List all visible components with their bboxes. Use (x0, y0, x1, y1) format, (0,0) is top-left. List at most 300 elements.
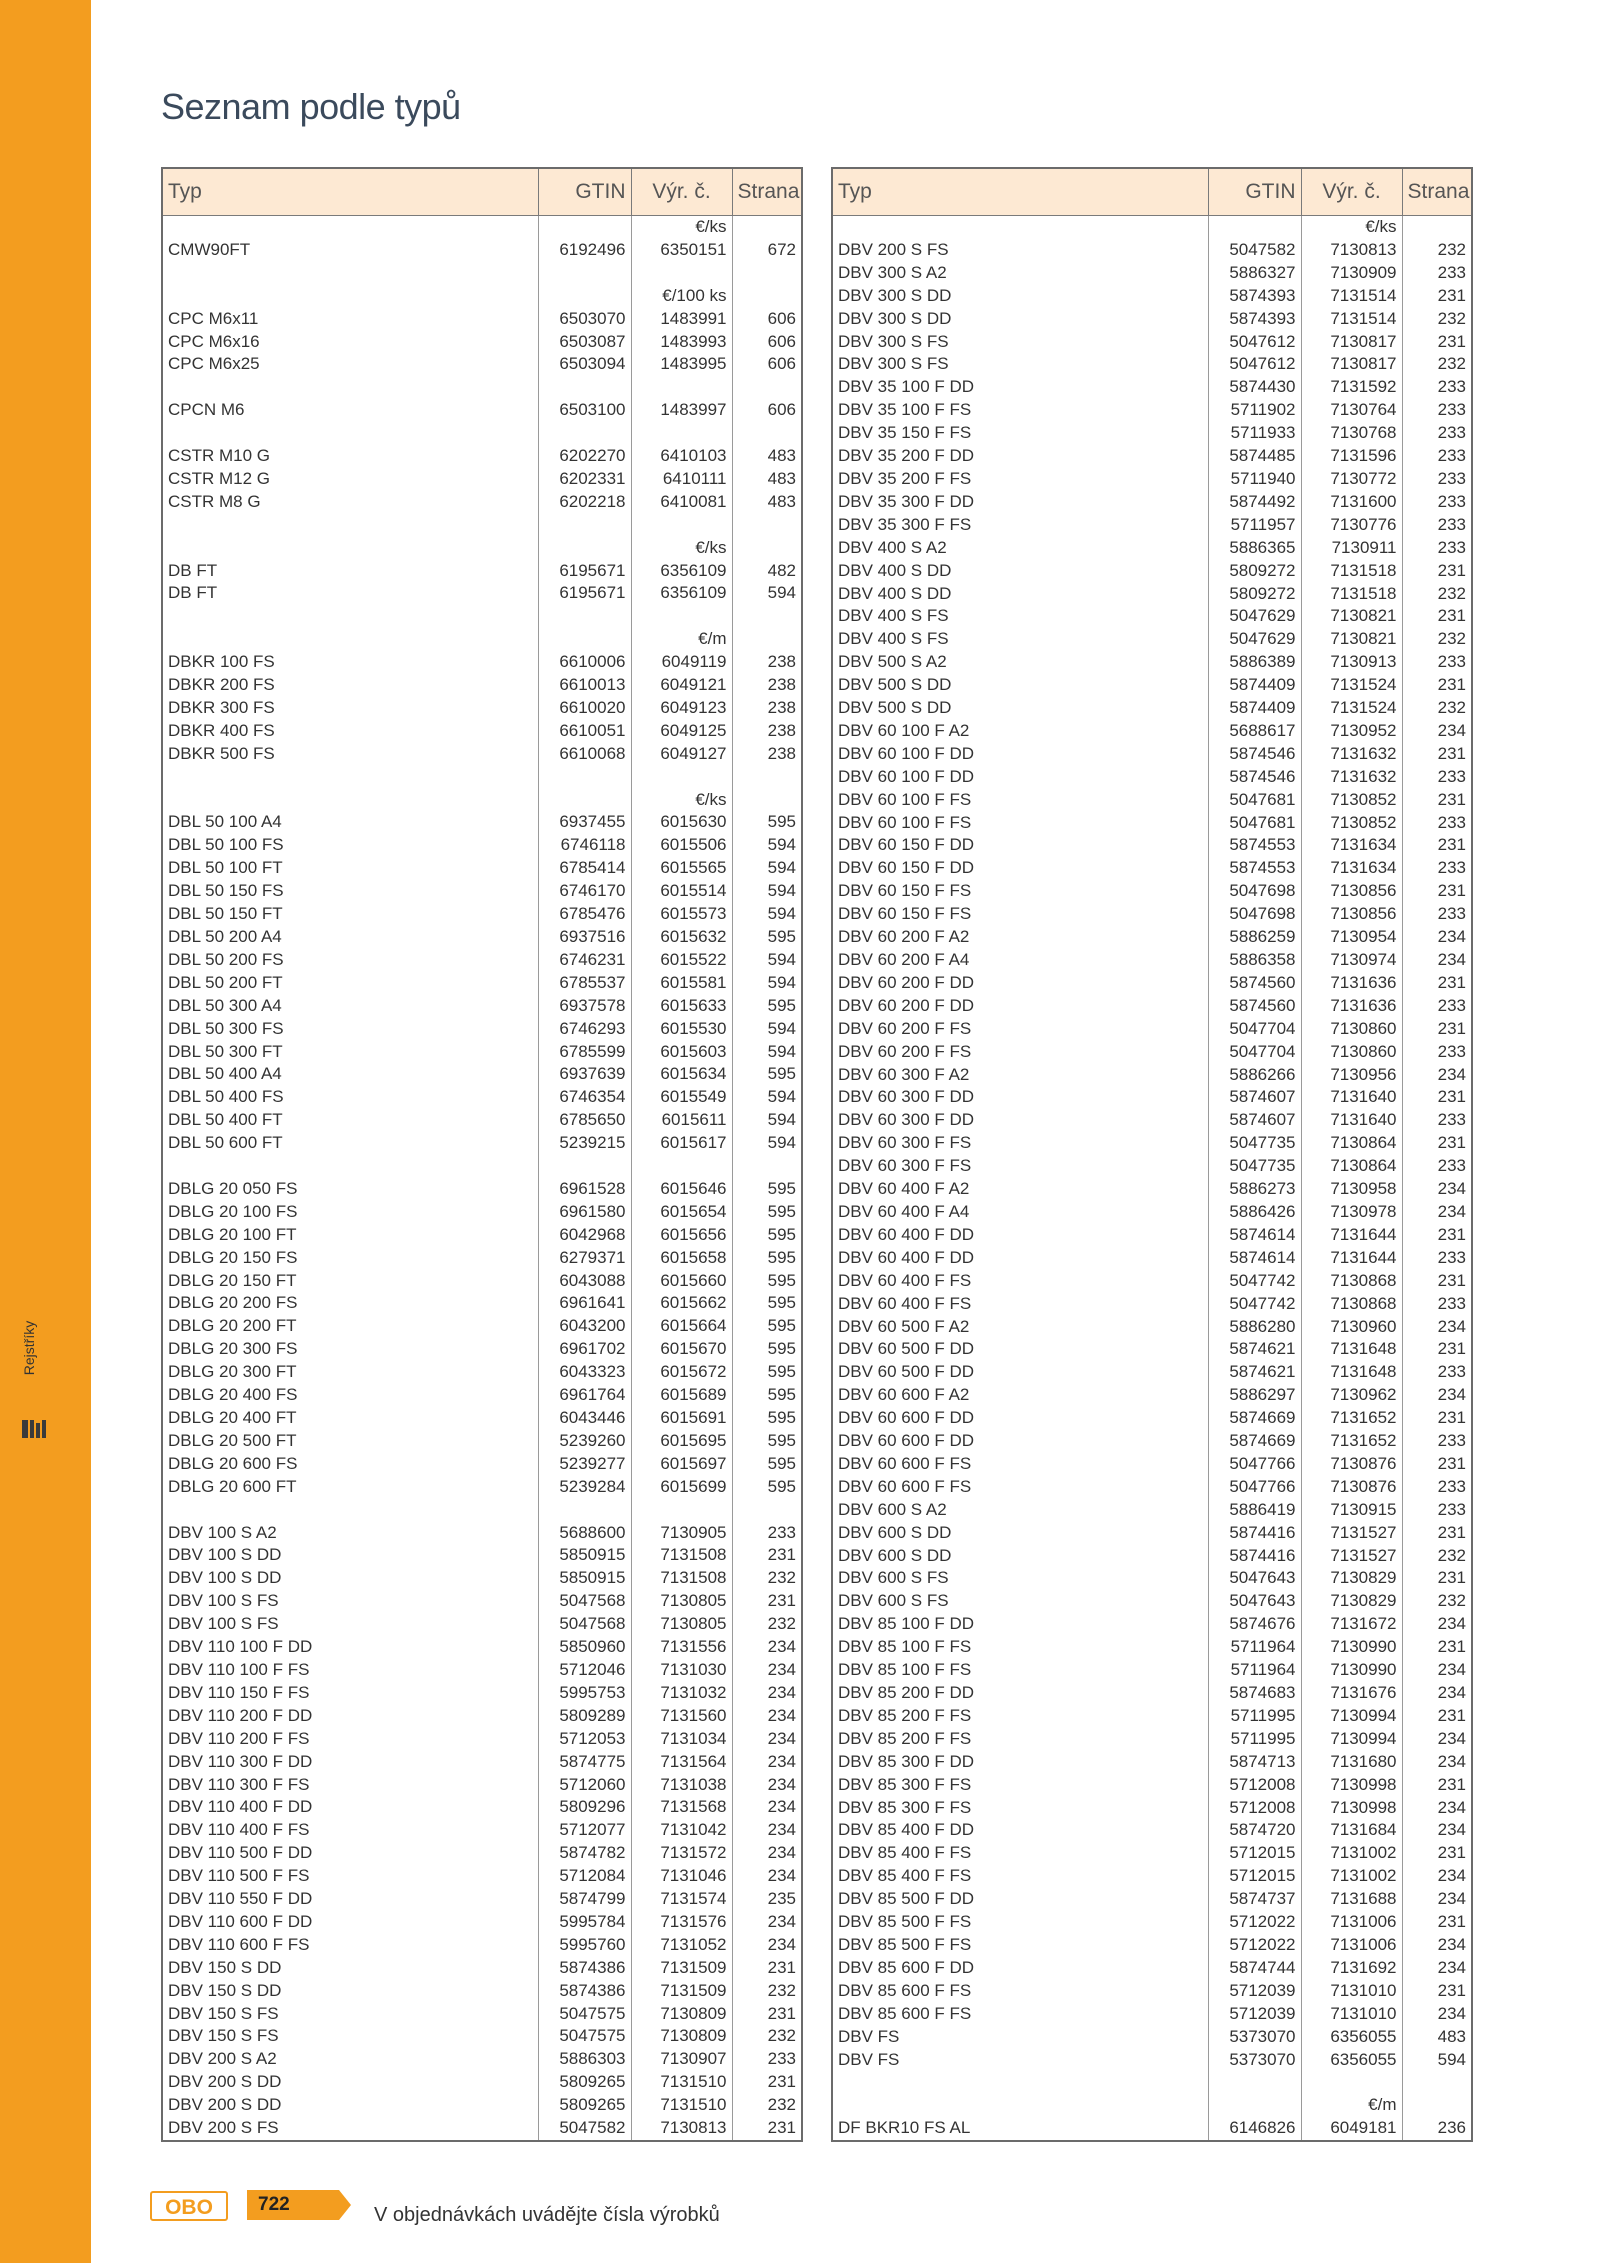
cell-strana: 231 (1402, 285, 1472, 308)
cell-typ: DBV 200 S FS (838, 239, 949, 259)
cell-vyr: 7131648 (1301, 1361, 1402, 1384)
table-row (832, 1567, 1472, 1590)
cell-gtin: 5239260 (538, 1430, 631, 1453)
cell-strana: 594 (732, 1018, 802, 1041)
cell-gtin: 5874669 (1208, 1430, 1301, 1453)
cell-vyr: 7130852 (1301, 789, 1402, 812)
cell-gtin: 5047698 (1208, 880, 1301, 903)
table-row (832, 628, 1472, 651)
table-row (832, 720, 1472, 743)
table-row (832, 605, 1472, 628)
table-row (162, 1247, 802, 1270)
cell-gtin: 5874720 (1208, 1819, 1301, 1842)
cell-gtin (538, 1499, 631, 1522)
cell-strana: 233 (732, 1522, 802, 1545)
table-row (162, 353, 802, 376)
cell-gtin: 5874676 (1208, 1613, 1301, 1636)
cell-vyr (631, 514, 732, 537)
cell-gtin: 5809272 (1208, 560, 1301, 583)
cell-gtin: 5047766 (1208, 1453, 1301, 1476)
cell-strana: 238 (732, 743, 802, 766)
cell-typ (162, 376, 538, 399)
cell-gtin: 5874386 (538, 1957, 631, 1980)
cell-strana: 234 (1402, 1888, 1472, 1911)
table-row (832, 1842, 1472, 1865)
cell-gtin: 5688600 (538, 1522, 631, 1545)
cell-vyr: 7130868 (1301, 1293, 1402, 1316)
unit-row (162, 216, 802, 239)
cell-typ: DBV 35 300 F FS (838, 514, 972, 534)
cell-vyr: 7130998 (1301, 1797, 1402, 1820)
cell-strana: 233 (1402, 422, 1472, 445)
cell-vyr: 7131632 (1301, 743, 1402, 766)
cell-strana: 234 (1402, 720, 1472, 743)
cell-strana: 231 (1402, 880, 1472, 903)
cell-strana: 233 (1402, 1155, 1472, 1178)
cell-strana: 231 (732, 2003, 802, 2026)
unit-label: €/ks (631, 216, 732, 239)
cell-typ: DBV 60 400 F FS (838, 1270, 972, 1290)
cell-strana (732, 285, 802, 308)
cell-strana: 234 (732, 1636, 802, 1659)
cell-gtin: 5874614 (1208, 1224, 1301, 1247)
cell-typ: DBV 85 600 F FS (838, 1980, 972, 2000)
column-header-strana: Strana (1402, 168, 1472, 216)
cell-vyr (631, 422, 732, 445)
cell-gtin: 5373070 (1208, 2026, 1301, 2049)
table-row (832, 1682, 1472, 1705)
cell-vyr: 7131684 (1301, 1819, 1402, 1842)
cell-typ: DBL 50 300 FT (168, 1041, 283, 1061)
cell-strana: 231 (1402, 1338, 1472, 1361)
cell-typ: DBV 85 400 F FS (838, 1843, 972, 1863)
cell-gtin: 5047704 (1208, 1018, 1301, 1041)
footer-note: V objednávkách uvádějte čísla výrobků (374, 2204, 720, 2226)
cell-gtin: 5239284 (538, 1476, 631, 1499)
cell-strana: 231 (1402, 743, 1472, 766)
cell-typ: DBKR 200 FS (168, 675, 275, 695)
cell-gtin: 5809272 (1208, 583, 1301, 606)
cell-strana: 231 (732, 2071, 802, 2094)
cell-gtin: 5874492 (1208, 491, 1301, 514)
cell-gtin: 5239277 (538, 1453, 631, 1476)
table-row (832, 1270, 1472, 1293)
cell-gtin: 6961764 (538, 1384, 631, 1407)
cell-gtin: 5712022 (1208, 1934, 1301, 1957)
cell-strana: 231 (1402, 1636, 1472, 1659)
table-row (162, 1842, 802, 1865)
table-row (162, 1705, 802, 1728)
cell-vyr: 7130809 (631, 2025, 732, 2048)
spacer-row (162, 1155, 802, 1178)
table-row (162, 834, 802, 857)
cell-gtin: 5886273 (1208, 1178, 1301, 1201)
cell-gtin: 5874607 (1208, 1086, 1301, 1109)
cell-gtin: 5995784 (538, 1911, 631, 1934)
cell-typ: DBL 50 400 FT (168, 1110, 283, 1130)
cell-vyr: 6049125 (631, 720, 732, 743)
table-row (832, 1911, 1472, 1934)
cell-strana: 233 (732, 2048, 802, 2071)
cell-vyr: 7130990 (1301, 1659, 1402, 1682)
unit-label: €/ks (631, 789, 732, 812)
cell-gtin: 5688617 (1208, 720, 1301, 743)
cell-strana: 594 (732, 1086, 802, 1109)
cell-strana: 231 (1402, 1911, 1472, 1934)
table-row (832, 422, 1472, 445)
cell-strana (732, 514, 802, 537)
cell-gtin: 6202218 (538, 491, 631, 514)
type-list-table-right (831, 167, 1473, 2142)
cell-vyr: 7131640 (1301, 1086, 1402, 1109)
cell-gtin (538, 1155, 631, 1178)
cell-strana: 595 (732, 995, 802, 1018)
table-row (162, 1109, 802, 1132)
cell-strana: 234 (1402, 2003, 1472, 2026)
cell-gtin: 6610068 (538, 743, 631, 766)
cell-gtin: 6043088 (538, 1270, 631, 1293)
table-row (832, 376, 1472, 399)
cell-vyr: 7130868 (1301, 1270, 1402, 1293)
spacer-row (162, 766, 802, 789)
table-row (832, 491, 1472, 514)
cell-vyr: 7131636 (1301, 972, 1402, 995)
cell-typ: DB FT (168, 560, 218, 580)
cell-gtin: 5886389 (1208, 651, 1301, 674)
cell-vyr: 7130864 (1301, 1132, 1402, 1155)
column-header-typ: Typ (832, 168, 1208, 216)
table-row (162, 995, 802, 1018)
cell-vyr: 6015630 (631, 811, 732, 834)
cell-vyr: 7130864 (1301, 1155, 1402, 1178)
cell-vyr: 7131527 (1301, 1545, 1402, 1568)
cell-typ: DBL 50 150 FT (168, 904, 283, 924)
cell-typ: DBV 100 S FS (168, 1614, 279, 1634)
cell-strana: 234 (1402, 1064, 1472, 1087)
cell-strana: 231 (1402, 1842, 1472, 1865)
cell-strana: 232 (1402, 1545, 1472, 1568)
cell-typ: DBV 60 300 F FS (838, 1133, 972, 1153)
cell-typ (162, 514, 538, 537)
cell-vyr: 6015581 (631, 972, 732, 995)
obo-logo-text: OBO (165, 2196, 213, 2219)
table-row (832, 445, 1472, 468)
cell-strana: 233 (1402, 857, 1472, 880)
cell-strana: 238 (732, 651, 802, 674)
cell-typ: DBL 50 150 FS (168, 881, 284, 901)
cell-strana: 234 (732, 1934, 802, 1957)
cell-vyr: 6015697 (631, 1453, 732, 1476)
cell-typ: DBV 85 100 F FS (838, 1637, 972, 1657)
cell-strana: 238 (732, 697, 802, 720)
cell-vyr: 7130994 (1301, 1705, 1402, 1728)
cell-typ: DBV 110 500 F FS (168, 1866, 310, 1886)
table-row (832, 1613, 1472, 1636)
cell-typ: DBL 50 600 FT (168, 1133, 283, 1153)
cell-vyr: 6015514 (631, 880, 732, 903)
cell-gtin: 6961580 (538, 1201, 631, 1224)
cell-vyr: 7131680 (1301, 1751, 1402, 1774)
table-row (162, 2117, 802, 2141)
table-row (162, 1315, 802, 1338)
cell-strana: 234 (1402, 1316, 1472, 1339)
cell-typ: DBLG 20 200 FT (168, 1316, 297, 1336)
cell-typ: DBV 100 S A2 (168, 1522, 277, 1542)
cell-strana: 231 (1402, 972, 1472, 995)
cell-gtin: 5712039 (1208, 1980, 1301, 2003)
cell-typ: DBV 110 600 F DD (168, 1911, 313, 1931)
cell-vyr: 7131648 (1301, 1338, 1402, 1361)
cell-gtin: 5995753 (538, 1682, 631, 1705)
cell-strana: 232 (1402, 353, 1472, 376)
cell-vyr: 7131634 (1301, 857, 1402, 880)
cell-gtin: 5874669 (1208, 1407, 1301, 1430)
cell-vyr: 7130876 (1301, 1453, 1402, 1476)
cell-typ: DBV 60 200 F FS (838, 1018, 972, 1038)
cell-vyr: 7131560 (631, 1705, 732, 1728)
cell-typ: DBV 500 S DD (838, 698, 952, 718)
cell-vyr: 1483997 (631, 399, 732, 422)
table-row (162, 903, 802, 926)
cell-vyr: 7130907 (631, 2048, 732, 2071)
cell-typ: DBV 85 400 F DD (838, 1820, 975, 1840)
cell-gtin: 5711964 (1208, 1636, 1301, 1659)
cell-vyr: 7130876 (1301, 1476, 1402, 1499)
cell-strana: 234 (1402, 1751, 1472, 1774)
table-row (162, 1407, 802, 1430)
cell-typ: DBV 85 200 F DD (838, 1683, 975, 1702)
cell-typ: DBV 600 S FS (838, 1568, 949, 1588)
cell-typ: DBL 50 100 A4 (168, 812, 282, 832)
cell-gtin: 5886426 (1208, 1201, 1301, 1224)
cell-vyr: 7130813 (631, 2117, 732, 2141)
cell-vyr: 1483993 (631, 331, 732, 354)
cell-vyr: 7130978 (1301, 1201, 1402, 1224)
cell-gtin: 6146826 (1208, 2117, 1301, 2141)
cell-vyr: 6356055 (1301, 2049, 1402, 2072)
cell-typ: DBLG 20 100 FT (168, 1224, 297, 1244)
cell-strana: 231 (1402, 834, 1472, 857)
cell-gtin: 5886259 (1208, 926, 1301, 949)
cell-strana: 231 (1402, 1086, 1472, 1109)
cell-gtin: 6279371 (538, 1247, 631, 1270)
cell-vyr: 7131518 (1301, 583, 1402, 606)
cell-typ: DBV 85 300 F FS (838, 1797, 972, 1817)
cell-typ (162, 1499, 538, 1522)
cell-typ: DBV 300 S DD (838, 308, 952, 328)
cell-strana: 233 (1402, 1041, 1472, 1064)
table-row (162, 1980, 802, 2003)
cell-strana: 232 (732, 1567, 802, 1590)
table-row (832, 1201, 1472, 1224)
cell-gtin (538, 628, 631, 651)
table-row (832, 537, 1472, 560)
cell-vyr: 7131034 (631, 1728, 732, 1751)
table-row (832, 1499, 1472, 1522)
cell-gtin (538, 514, 631, 537)
cell-strana (732, 262, 802, 285)
table-row (832, 262, 1472, 285)
cell-gtin: 6503087 (538, 331, 631, 354)
cell-typ: DBLG 20 600 FT (168, 1476, 297, 1496)
cell-typ: DBV 35 100 F DD (838, 377, 975, 397)
cell-gtin (538, 376, 631, 399)
cell-strana: 234 (732, 1911, 802, 1934)
cell-strana: 233 (1402, 651, 1472, 674)
table-row (832, 1476, 1472, 1499)
table-row (162, 651, 802, 674)
cell-typ: DBL 50 400 FS (168, 1087, 284, 1107)
cell-typ: DBV 85 300 F DD (838, 1751, 975, 1771)
spacer-row (162, 514, 802, 537)
cell-strana: 483 (732, 468, 802, 491)
cell-strana: 231 (1402, 1774, 1472, 1797)
cell-vyr: 6015656 (631, 1224, 732, 1247)
cell-gtin: 6610020 (538, 697, 631, 720)
cell-gtin: 5874409 (1208, 674, 1301, 697)
cell-strana: 234 (1402, 1178, 1472, 1201)
cell-gtin (538, 537, 631, 560)
cell-gtin: 5712008 (1208, 1797, 1301, 1820)
cell-gtin: 6937639 (538, 1063, 631, 1086)
cell-gtin: 5373070 (1208, 2049, 1301, 2072)
cell-gtin (1208, 2094, 1301, 2117)
cell-vyr: 7131046 (631, 1865, 732, 1888)
cell-gtin: 6202331 (538, 468, 631, 491)
cell-vyr: 7130813 (1301, 239, 1402, 262)
cell-gtin: 5874621 (1208, 1361, 1301, 1384)
cell-strana: 233 (1402, 766, 1472, 789)
cell-typ: DBV 110 600 F FS (168, 1934, 310, 1954)
cell-typ: DBV 60 100 F A2 (838, 720, 970, 740)
cell-typ: DBV 110 300 F FS (168, 1774, 310, 1794)
cell-typ: DBV 400 S DD (838, 583, 952, 603)
cell-vyr: 6015660 (631, 1270, 732, 1293)
cell-typ: DBV 85 500 F FS (838, 1912, 972, 1932)
cell-gtin: 6202270 (538, 445, 631, 468)
table-row (832, 1041, 1472, 1064)
table-row (162, 1178, 802, 1201)
unit-label: €/m (631, 628, 732, 651)
cell-typ: DBV 200 S FS (168, 2118, 279, 2138)
cell-vyr: 7131032 (631, 1682, 732, 1705)
cell-typ: DBV 110 300 F DD (168, 1751, 313, 1771)
cell-strana (732, 376, 802, 399)
cell-strana: 594 (732, 949, 802, 972)
cell-vyr: 6049181 (1301, 2117, 1402, 2141)
spacer-row (162, 422, 802, 445)
cell-vyr: 7131042 (631, 1819, 732, 1842)
cell-vyr (631, 262, 732, 285)
cell-typ: DBLG 20 200 FS (168, 1293, 298, 1313)
cell-typ: CSTR M10 G (168, 446, 271, 466)
cell-vyr: 7130764 (1301, 399, 1402, 422)
cell-strana (732, 789, 802, 812)
cell-strana: 234 (1402, 1819, 1472, 1842)
cell-strana: 234 (1402, 1728, 1472, 1751)
table-row (162, 880, 802, 903)
spacer-row (832, 2071, 1472, 2094)
cell-strana: 234 (1402, 1865, 1472, 1888)
cell-strana: 233 (1402, 995, 1472, 1018)
cell-gtin: 5874775 (538, 1751, 631, 1774)
cell-gtin: 6937578 (538, 995, 631, 1018)
cell-strana: 232 (1402, 697, 1472, 720)
cell-strana: 233 (1402, 399, 1472, 422)
cell-vyr: 7131644 (1301, 1247, 1402, 1270)
cell-gtin: 5047643 (1208, 1590, 1301, 1613)
cell-gtin: 5047612 (1208, 353, 1301, 376)
cell-gtin: 5239215 (538, 1132, 631, 1155)
cell-typ: DBV 60 400 F A2 (838, 1179, 970, 1199)
table-row (832, 743, 1472, 766)
cell-vyr: 7131514 (1301, 285, 1402, 308)
cell-vyr: 7131652 (1301, 1430, 1402, 1453)
table-row (162, 2094, 802, 2117)
cell-typ: DBV 60 150 F DD (838, 835, 975, 855)
cell-vyr: 7130909 (1301, 262, 1402, 285)
cell-vyr: 7131556 (631, 1636, 732, 1659)
table-row (832, 1545, 1472, 1568)
cell-gtin: 6043446 (538, 1407, 631, 1430)
table-row (832, 1064, 1472, 1087)
cell-gtin: 5047568 (538, 1613, 631, 1636)
cell-typ: DBV 60 300 F A2 (838, 1064, 970, 1084)
cell-strana: 233 (1402, 537, 1472, 560)
cell-gtin: 5874744 (1208, 1957, 1301, 1980)
cell-gtin: 5886280 (1208, 1316, 1301, 1339)
cell-gtin: 5711995 (1208, 1705, 1301, 1728)
cell-vyr: 7131564 (631, 1751, 732, 1774)
cell-typ: DBV 85 100 F FS (838, 1660, 972, 1680)
cell-typ: DBV 600 S DD (838, 1522, 952, 1542)
cell-gtin: 5809265 (538, 2094, 631, 2117)
side-index-label-text: Rejstříky (21, 1320, 38, 1376)
cell-typ: DBV FS (838, 2026, 900, 2046)
page-title: Seznam podle typů (161, 86, 461, 127)
cell-gtin: 5995760 (538, 1934, 631, 1957)
cell-typ: DBV 85 400 F FS (838, 1866, 972, 1886)
table-row (162, 743, 802, 766)
table-row (162, 1063, 802, 1086)
cell-strana: 595 (732, 1201, 802, 1224)
cell-gtin: 5047629 (1208, 605, 1301, 628)
cell-gtin: 5874737 (1208, 1888, 1301, 1911)
table-row (832, 1453, 1472, 1476)
table-row (162, 582, 802, 605)
cell-typ: DBV 85 500 F FS (838, 1934, 972, 1954)
cell-strana: 231 (1402, 331, 1472, 354)
cell-gtin: 5886327 (1208, 262, 1301, 285)
cell-vyr: 7131002 (1301, 1865, 1402, 1888)
table-row (162, 1819, 802, 1842)
table-row (832, 353, 1472, 376)
cell-typ: DBV 100 S DD (168, 1545, 282, 1565)
cell-strana: 233 (1402, 1499, 1472, 1522)
table-row (162, 1292, 802, 1315)
table-row (832, 926, 1472, 949)
table-row (162, 1590, 802, 1613)
spacer-row (162, 1499, 802, 1522)
cell-typ: DBL 50 200 FT (168, 972, 283, 992)
cell-vyr (631, 1499, 732, 1522)
cell-strana: 233 (1402, 1293, 1472, 1316)
table-row (832, 1888, 1472, 1911)
column-header-vyr: Výr. č. (1301, 168, 1402, 216)
cell-strana: 232 (1402, 308, 1472, 331)
cell-typ: DBV 60 200 F DD (838, 972, 975, 992)
cell-typ: DBV 110 400 F DD (168, 1797, 313, 1817)
